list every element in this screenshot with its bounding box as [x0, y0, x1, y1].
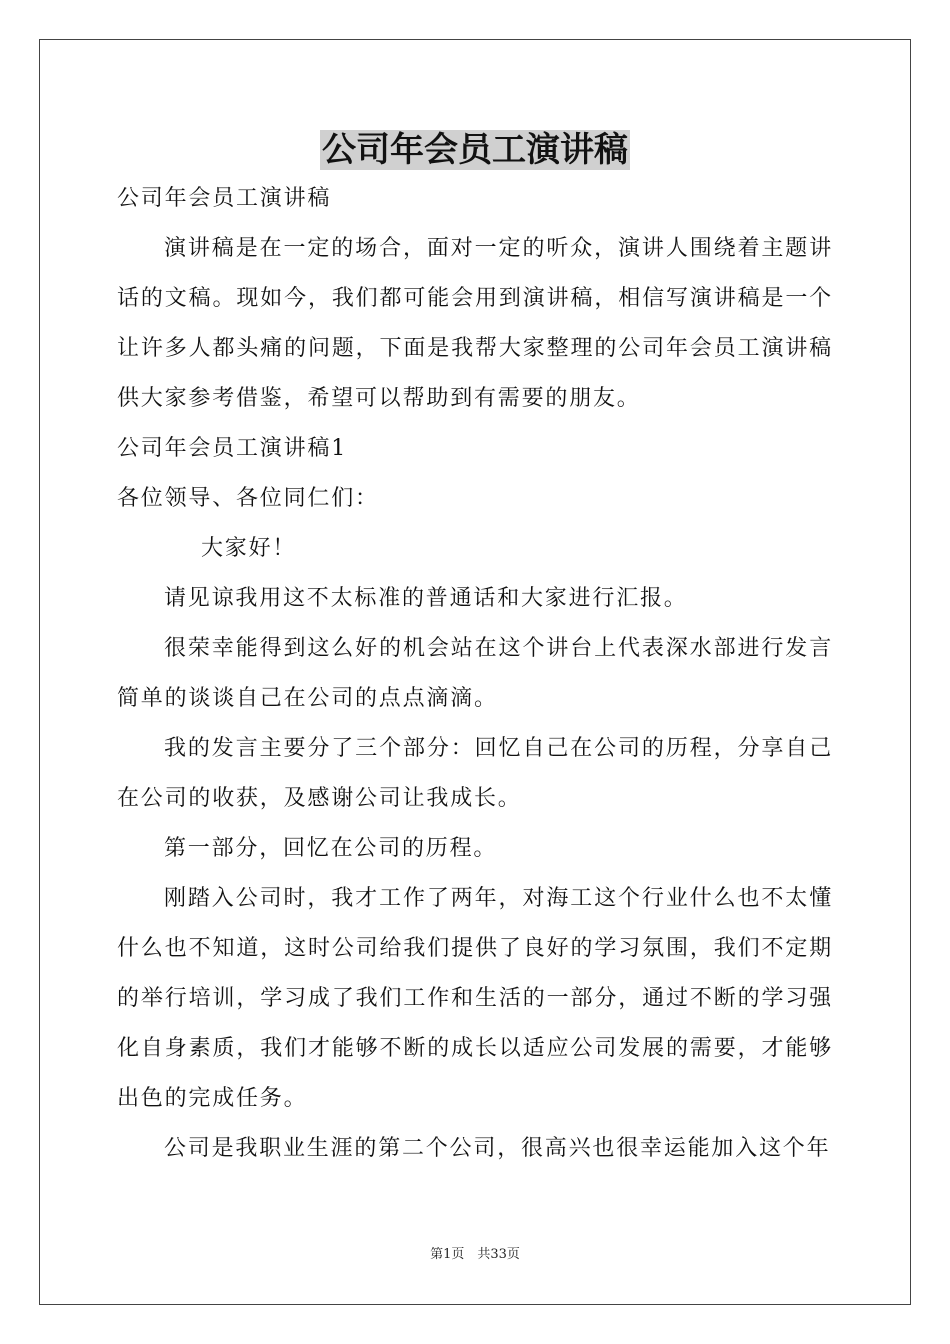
- paragraph: 各位领导、各位同仁们：: [117, 486, 379, 511]
- paragraph: 请见谅我用这不太标准的普通话和大家进行汇报。: [164, 586, 688, 611]
- page-footer: 第1页 共33页: [430, 1247, 520, 1262]
- paragraph: 公司年会员工演讲稿1: [117, 436, 347, 461]
- paragraph: 大家好！: [201, 536, 297, 561]
- paragraph: 我的发言主要分了三个部分：回忆自己在公司的历程，分享自己在公司的收获，及感谢公司让我成长。: [117, 736, 833, 811]
- paragraph: 很荣幸能得到这么好的机会站在这个讲台上代表深水部进行发言简单的谈谈自己在公司的点点滴滴。: [117, 636, 833, 711]
- document-title: [0, 126, 950, 174]
- paragraph: 刚踏入公司时，我才工作了两年，对海工这个行业什么也不太懂什么也不知道，这时公司给我们提供了良好的学习氛围，我们不定期的举行培训，学习成了我们工作和生活的一部分，通过不断的学习强化自身素质，我们才能够不断的成长以适应公司发展的需要，才能够出色的完成任务。: [117, 886, 833, 1111]
- paragraph: 公司年会员工演讲稿: [117, 186, 332, 211]
- document-body: [117, 174, 833, 1174]
- paragraph: 演讲稿是在一定的场合，面对一定的听众，演讲人围绕着主题讲话的文稿。现如今，我们都可能会用到演讲稿，相信写演讲稿是一个让许多人都头痛的问题，下面是我帮大家整理的公司年会员工演讲稿供大家参考借鉴，希望可以帮助到有需要的朋友。: [117, 236, 833, 411]
- paragraph: 第一部分，回忆在公司的历程。: [164, 836, 498, 861]
- title-text: 公司年会员工演讲稿: [322, 130, 628, 170]
- paragraph: 公司是我职业生涯的第二个公司，很高兴也很幸运能加入这个年: [164, 1136, 831, 1161]
